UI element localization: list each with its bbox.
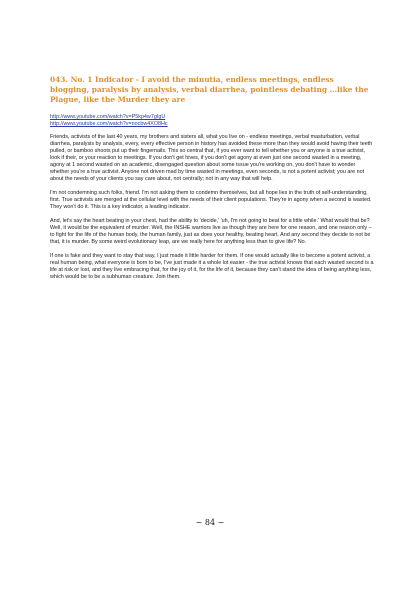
page-number: ~ 84 ~ bbox=[195, 518, 225, 527]
body-paragraph-4: If one is fake and they want to stay that way, I just made it little harder for them. If one would actually like to become a potent activist, a real human being, what everyone is born to be, I've just made it a whole lot easier - the true activist knows that each wasted second is a life at risk or lost, and they live embracing that, for the joy of it, for the life of it, because they can't stand the idea of being anything less, which would be to be a subhuman creature. Join them. bbox=[50, 253, 374, 280]
page-content bbox=[50, 75, 375, 288]
body-paragraph-1: Friends, activists of the last 40 years, my brothers and sisters all, what you live on - endless meetings, verbal masturbation, verbal diarrhea, paralysis by analysis, every, every effective person in history has avoided these more than they would avoid having their teeth pulled, or bamboo shoots put up their fingernails. This so central that, if you ever want to tell whether you or anyone is a true activist, look if their, or your reaction to meetings. If you don't get hives, if you don't get agony at even just one second wasted in a meeting, agony at 1 second wasted on an academic, disengaged question about some issue you're working on, you don't have to wonder whether you're a true activist. Anyone not driven mad by time wasted in meetings, even seconds, is not a potent activist; you are not about the needs of your clients you say care about, not centrally; not in any way that will help. bbox=[50, 134, 373, 182]
section-heading: 043. No. 1 Indicator - I avoid the minutia, endless meetings, endless blogging, paralysis by analysis, verbal diarrhea, pointless debating …like the Plague, like the Murder they are bbox=[50, 75, 369, 104]
youtube-link-1[interactable]: http://www.youtube.com/watch?v=P5kp4w7gIgU bbox=[50, 114, 166, 120]
body-paragraph-3: And, let's say the heart beating in your chest, had the ability to 'decide,' 'uh, I'm not going to beat for a little while.' What would that be? Well, it would be the equivalent of murder. Well, the INSHE warriors live as though they are here for one reason, and one reason only – to fight for the life of the human body, the human family, just as does your healthy, beating heart. And any second they decide to not be that, it is murder. By some weird evolutionary leap, are we really here for anything less than to give life? No. bbox=[50, 218, 372, 245]
youtube-link-2[interactable]: http://www.youtube.com/watch?v=nocbw4XO8Hc bbox=[50, 121, 168, 127]
body-paragraph-2: I'm not condemning such folks, friend. I'm not asking them to condemn themselves, but all hope lies in the truth of self-understanding, first. True activists are merged at the cellular level with the needs of their client populations. They're in agony when a second is wasted. They won't do it. This is a key indicator, a leading indicator. bbox=[50, 190, 372, 210]
link-list bbox=[50, 114, 375, 128]
